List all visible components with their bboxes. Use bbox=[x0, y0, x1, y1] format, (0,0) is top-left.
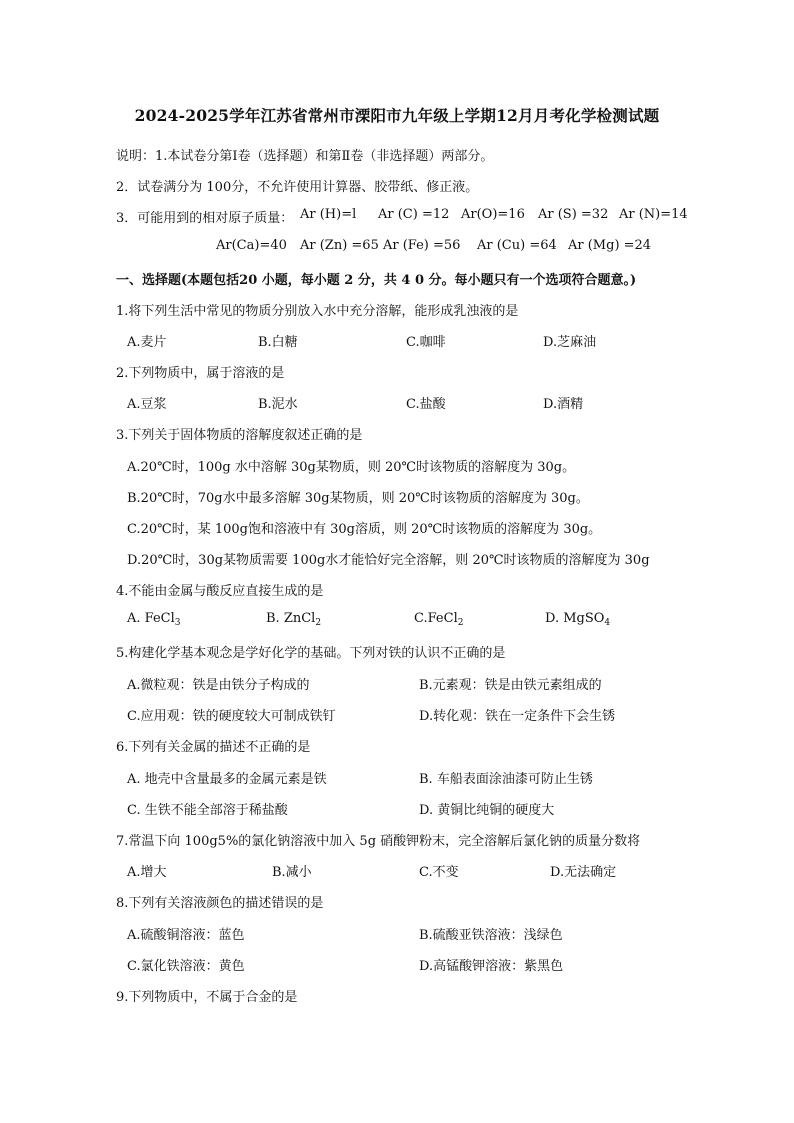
option-a: A.豆浆 bbox=[127, 397, 167, 412]
option-d: D.无法确定 bbox=[550, 865, 617, 880]
question-stem: 2.下列物质中，属于溶液的是 bbox=[116, 366, 285, 381]
option-d: D.酒精 bbox=[543, 397, 584, 412]
option-a: A. 地壳中含量最多的金属元素是铁 bbox=[127, 772, 327, 787]
option-b: B.元素观：铁是由铁元素组成的 bbox=[419, 678, 602, 693]
option-a: A.增大 bbox=[127, 865, 167, 880]
question-stem: 6.下列有关金属的描述不正确的是 bbox=[116, 740, 311, 755]
option-a: A.麦片 bbox=[127, 335, 167, 350]
atomic-mass: Ar (Fe) =56 bbox=[383, 238, 461, 253]
note-1: 说明：1.本试卷分第Ⅰ卷（选择题）和第Ⅱ卷（非选择题）两部分。 bbox=[116, 149, 494, 164]
atomic-mass: Ar (Mg) =24 bbox=[568, 238, 652, 253]
option-b: B.减小 bbox=[272, 865, 312, 880]
option-c: C.咖啡 bbox=[406, 335, 446, 350]
option-b: B.白糖 bbox=[258, 335, 298, 350]
atomic-mass: Ar(Ca)=40 bbox=[216, 238, 287, 253]
option-b: B.硫酸亚铁溶液：浅绿色 bbox=[419, 928, 563, 943]
atomic-mass: Ar (Cu) =64 bbox=[477, 238, 557, 253]
note-3-label: 3．可能用到的相对原子质量： bbox=[116, 211, 294, 226]
option-c: C.应用观：铁的硬度较大可制成铁钉 bbox=[127, 709, 336, 724]
option-a: A. FeCl$_3$ bbox=[127, 611, 181, 628]
atomic-mass: Ar (N)=14 bbox=[619, 207, 688, 222]
option-d: D.转化观：铁在一定条件下会生锈 bbox=[419, 709, 616, 724]
atomic-mass: Ar(O)=16 bbox=[461, 207, 525, 222]
option-c: C.盐酸 bbox=[406, 397, 446, 412]
page-title: 2024-2025学年江苏省常州市溧阳市九年级上学期12月月考化学检测试题 bbox=[134, 106, 660, 125]
option-c: C.氯化铁溶液：黄色 bbox=[127, 959, 245, 974]
option-c: C.20℃时，某 100g饱和溶液中有 30g溶质，则 20℃时该物质的溶解度为 30g。 bbox=[127, 522, 602, 537]
section-heading: 一、选择题(本题包括20 小题，每小题 2 分，共 4 0 分。每小题只有一个选项符合题意。) bbox=[116, 273, 637, 288]
option-d: D.芝麻油 bbox=[543, 335, 597, 350]
option-c: C. 生铁不能全部溶于稀盐酸 bbox=[127, 803, 288, 818]
question-stem: 4.不能由金属与酸反应直接生成的是 bbox=[116, 584, 324, 599]
question-stem: 1.将下列生活中常见的物质分别放入水中充分溶解，能形成乳浊液的是 bbox=[116, 304, 519, 319]
option-c: C.不变 bbox=[419, 865, 459, 880]
option-d: D.高锰酸钾溶液：紫黑色 bbox=[419, 959, 564, 974]
option-a: A.20℃时，100g 水中溶解 30g某物质，则 20℃时该物质的溶解度为 30g。 bbox=[127, 460, 576, 475]
option-d: D.20℃时，30g某物质需要 100g水才能恰好完全溶解，则 20℃时该物质的溶解度为 30g bbox=[127, 553, 650, 568]
note-2: 2．试卷满分为 100分，不允许使用计算器、胶带纸、修正液。 bbox=[116, 180, 479, 195]
option-d: D. 黄铜比纯铜的硬度大 bbox=[419, 803, 555, 818]
option-c: C.FeCl$_2$ bbox=[414, 611, 464, 628]
option-a: A.微粒观：铁是由铁分子构成的 bbox=[127, 678, 310, 693]
atomic-mass: Ar (H)=l bbox=[300, 207, 357, 222]
atomic-mass: Ar (Zn) =65 bbox=[300, 238, 379, 253]
question-stem: 5.构建化学基本观念是学好化学的基础。下列对铁的认识不正确的是 bbox=[116, 646, 506, 661]
question-stem: 9.下列物质中，不属于合金的是 bbox=[116, 990, 298, 1005]
option-d: D. MgSO$_4$ bbox=[545, 611, 611, 628]
option-a: A.硫酸铜溶液：蓝色 bbox=[127, 928, 245, 943]
question-stem: 7.常温下向 100g5%的氯化钠溶液中加入 5g 硝酸钾粉末，完全溶解后氯化钠的质量分数将 bbox=[116, 834, 641, 849]
question-stem: 8.下列有关溶液颜色的描述错误的是 bbox=[116, 896, 324, 911]
option-b: B.泥水 bbox=[258, 397, 298, 412]
option-b: B.20℃时，70g水中最多溶解 30g某物质，则 20℃时该物质的溶解度为 30g。 bbox=[127, 491, 589, 506]
option-b: B. ZnCl$_2$ bbox=[266, 611, 322, 628]
atomic-mass: Ar (S) =32 bbox=[538, 207, 609, 222]
option-b: B. 车船表面涂油漆可防止生锈 bbox=[419, 772, 593, 787]
question-stem: 3.下列关于固体物质的溶解度叙述正确的是 bbox=[116, 428, 363, 443]
atomic-mass: Ar (C) =12 bbox=[378, 207, 450, 222]
